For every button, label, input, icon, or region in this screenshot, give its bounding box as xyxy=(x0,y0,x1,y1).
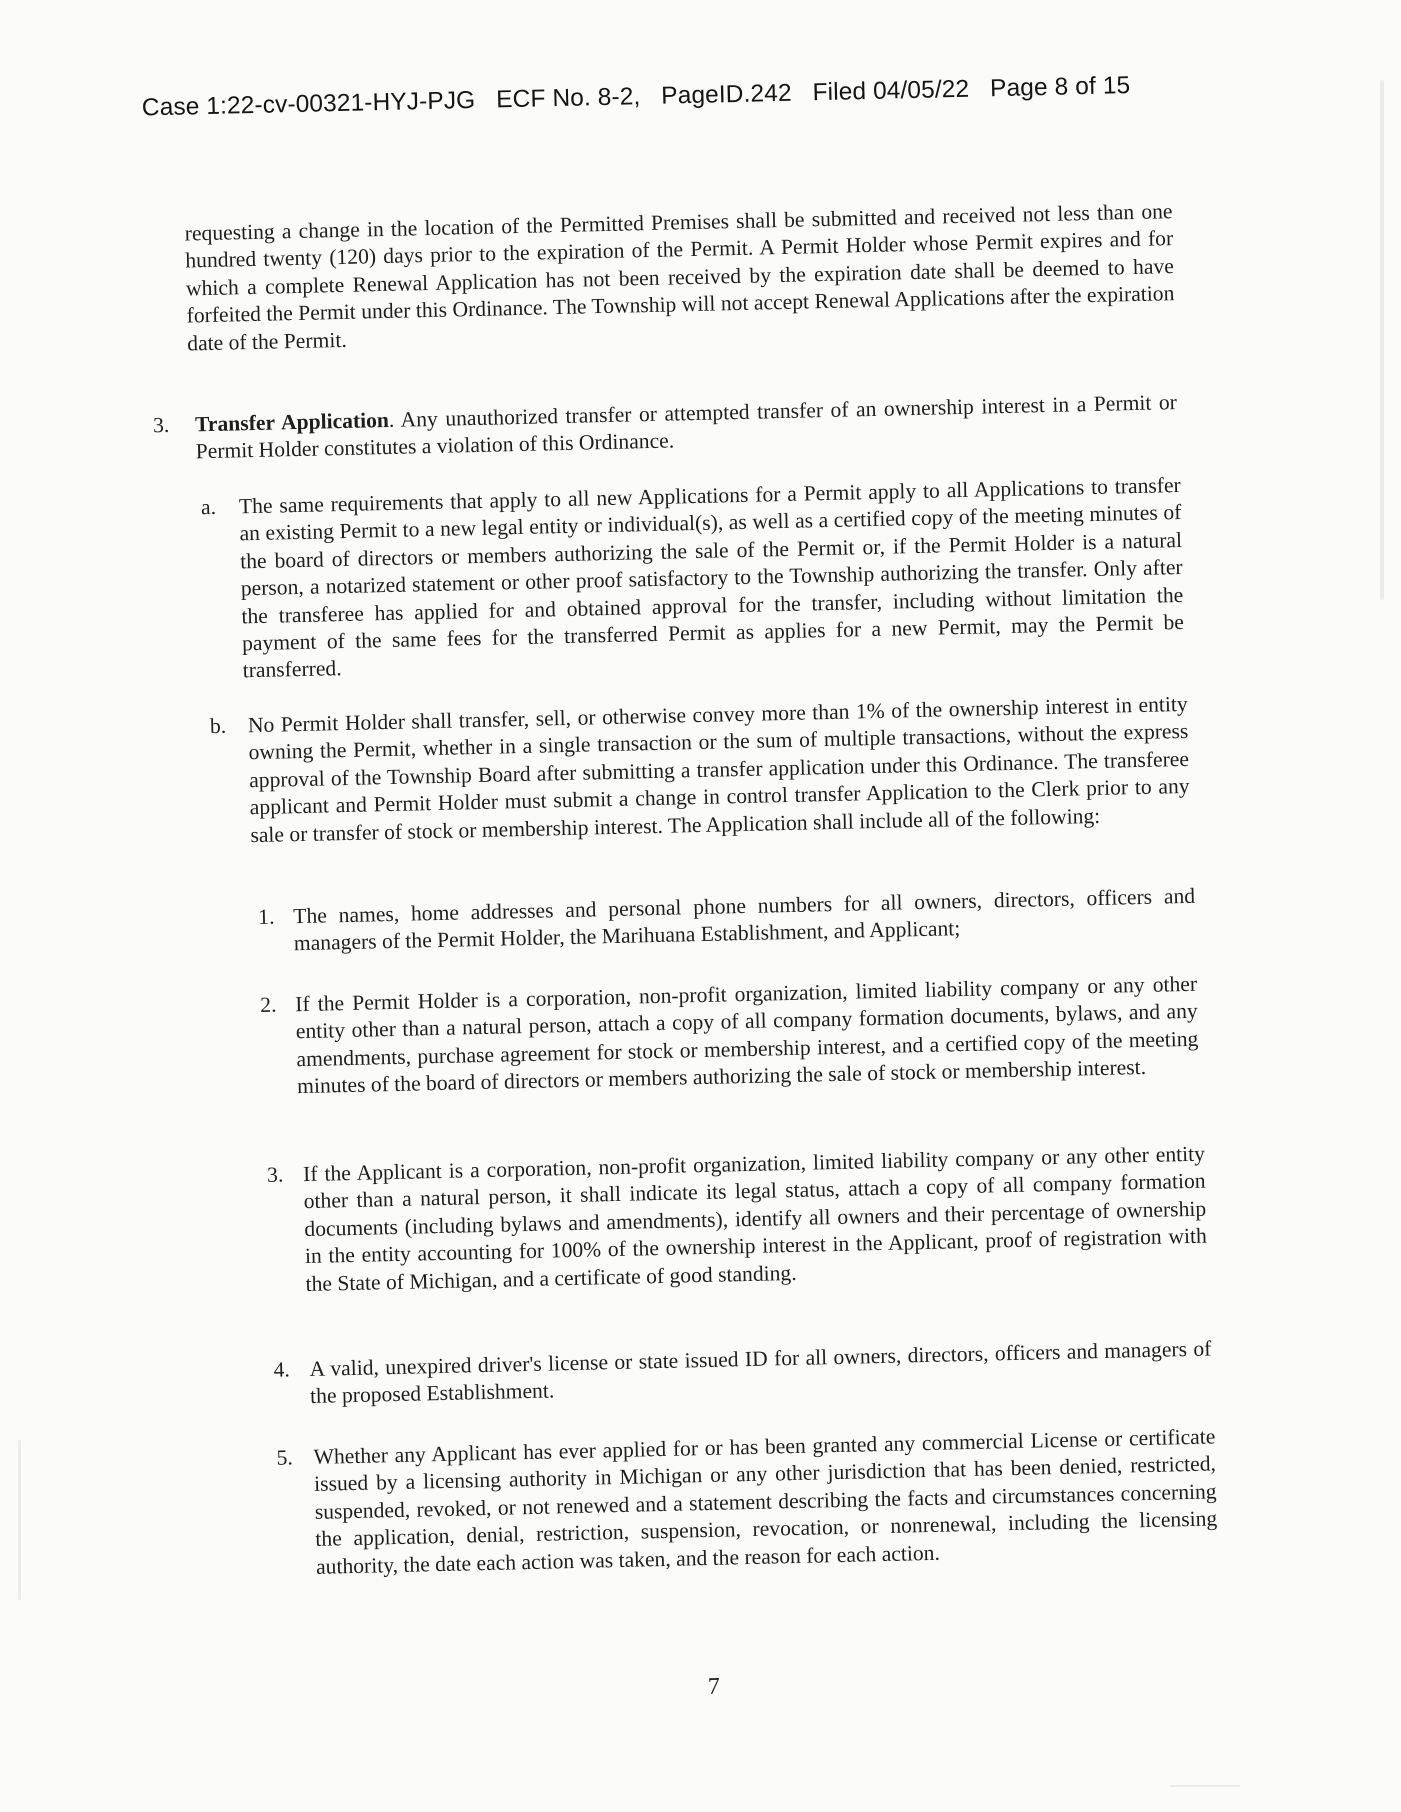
subitem-2-label: 2. xyxy=(259,992,277,1018)
section-3-number: 3. xyxy=(152,412,170,438)
page-of-total: Page 8 of 15 xyxy=(989,72,1131,103)
subitem-3-label: 3. xyxy=(266,1162,284,1187)
item-a-paragraph: The same requirements that apply to all new Applications for a Permit apply to all Applications to transfer an existing Permit to a new legal entity or individual(s), as well as a certified copy of the meeting minutes of the board of directors or members authorizing the sale of the Permit or, if the Permit Holder is a natural person, a notarized statement or other proof satisfactory to the Township authorizing the transfer. Only after the transferee has applied for and obtained approval for the transfer, including without limitation the payment of the same fees for the transferred Permit as applies for a new Permit, may the Permit be transferred. xyxy=(238,472,1185,683)
section-3-heading: Transfer Application xyxy=(194,407,390,437)
subitem-1-paragraph: The names, home addresses and personal phone numbers for all owners, directors, officers and managers of the Permit Holder, the Marihuana Establishment, and Applicant; xyxy=(292,883,1196,956)
subitem-5-paragraph: Whether any Applicant has ever applied for or has been granted any commercial License or certificate issued by a licensing authority in Michigan or any other jurisdiction that has been denied, restricted, suspended, revoked, or not renewed and a statement describing the facts and circumstances concerning the application, denial, restriction, suspension, revocation, or nonrenewal, including the licensing authority, the date each action was taken, and the reason for each action. xyxy=(313,1424,1218,1579)
section-3-paragraph xyxy=(195,389,1178,466)
section-3-text: . Any unauthorized transfer or attempted transfer of an ownership interest in a Permit or Permit Holder constitutes a violation of this Ordinance. xyxy=(195,390,1178,464)
subitem-4-paragraph: A valid, unexpired driver's license or state issued ID for all owners, directors, officers and managers of the proposed Establishment. xyxy=(309,1336,1212,1409)
filed-date: Filed 04/05/22 xyxy=(812,75,970,107)
ecf-number: ECF No. 8-2, xyxy=(495,83,641,114)
subitem-4-label: 4. xyxy=(273,1357,291,1382)
item-b-paragraph: No Permit Holder shall transfer, sell, or otherwise convey more than 1% of the ownership interest in entity owning the Permit, whether in a single transaction or the sum of multiple transactions, without the express approval of the Township Board after submitting a transfer application under this Ordinance. The transferee applicant and Permit Holder must submit a change in control transfer Application to the Clerk prior to any sale or transfer of stock or membership interest. The Application shall include all of the following: xyxy=(247,691,1190,847)
subitem-1-label: 1. xyxy=(258,904,275,930)
item-a-label: a. xyxy=(200,494,217,520)
page-id: PageID.242 xyxy=(660,79,792,110)
continuation-paragraph: requesting a change in the location of the Permitted Premises shall be submitted and received not less than one hundred twenty (120) days prior to the expiration of the Permit. A Permit Holder whose Permit expires and for which a complete Renewal Application has not been received by the expiration date shall be deemed to have forfeited the Permit under this Ordinance. The Township will not accept Renewal Applications after the expiration date of the Permit. xyxy=(184,199,1175,356)
subitem-2-paragraph: If the Permit Holder is a corporation, non-profit organization, limited liability company or any other entity other than a natural person, attach a copy of all company formation documents, bylaws, and any amendments, purchase agreement for stock or membership interest, and a certified copy of the meeting minutes of the board of directors or members authorizing the sale of stock or membership interest. xyxy=(294,971,1199,1099)
item-b-label: b. xyxy=(209,713,227,739)
subitem-3-paragraph: If the Applicant is a corporation, non-profit organization, limited liability company or any other entity other than a natural person, it shall indicate its legal status, attach a copy of all company formation documents (including bylaws and amendments), identify all owners and their percentage of ownership in the entity accounting for 100% of the ownership interest in the Applicant, proof of registration with the State of Michigan, and a certificate of good standing. xyxy=(302,1141,1208,1296)
case-header xyxy=(142,72,1131,122)
subitem-5-label: 5. xyxy=(276,1445,294,1470)
case-number: Case 1:22-cv-00321-HYJ-PJG xyxy=(141,86,476,122)
page-number: 7 xyxy=(707,1673,721,1701)
